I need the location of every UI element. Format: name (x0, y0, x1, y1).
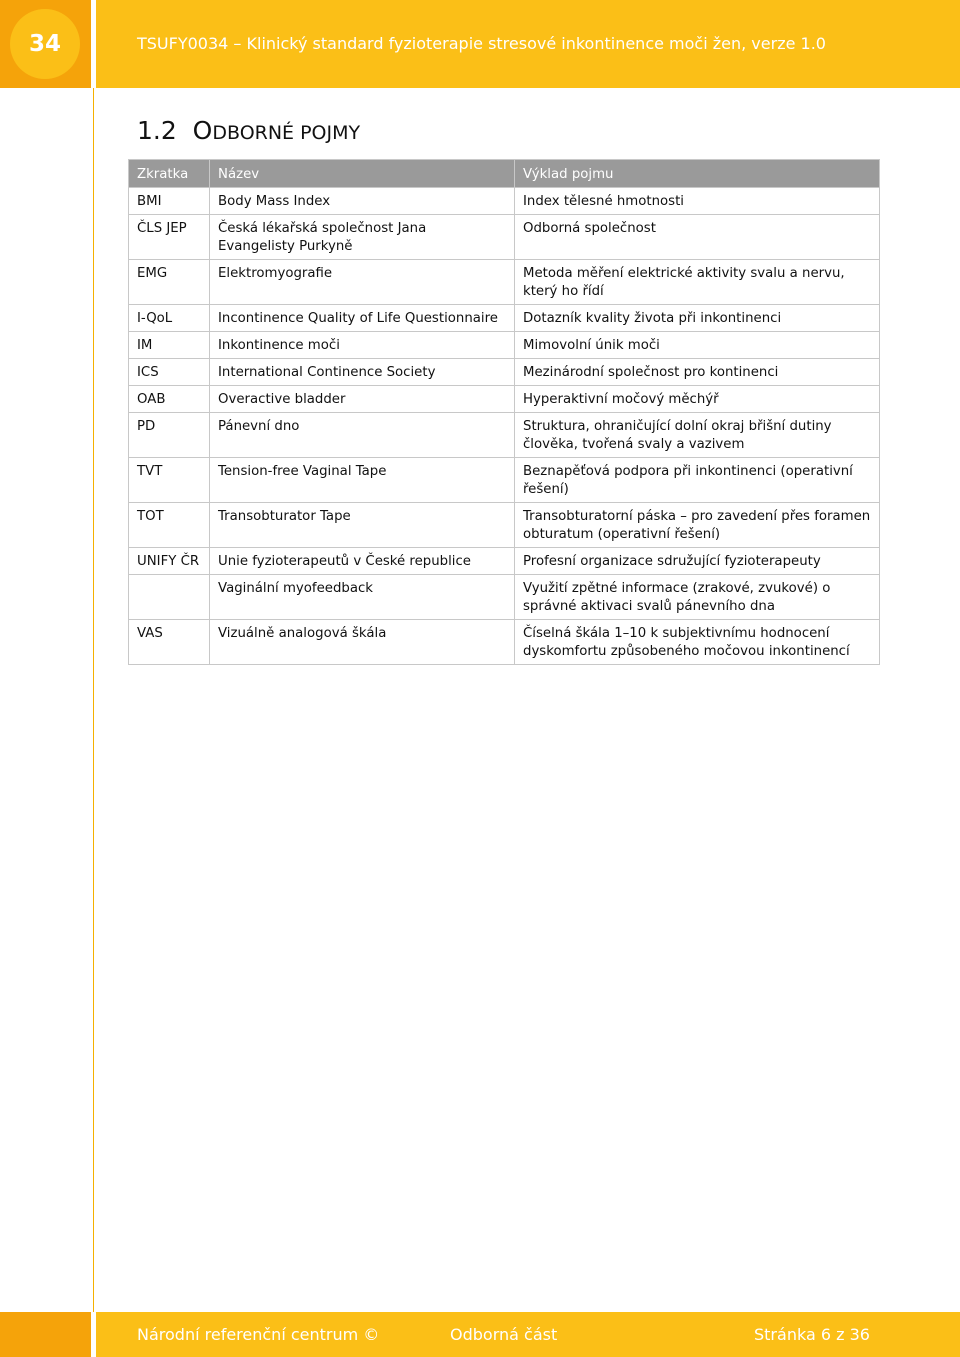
cell-name: Tension-free Vaginal Tape (210, 458, 515, 503)
cell-explanation: Index tělesné hmotnosti (515, 188, 880, 215)
cell-abbreviation: ICS (129, 359, 210, 386)
header-bar (96, 0, 960, 88)
table-row (129, 413, 880, 458)
table-row (129, 548, 880, 575)
column-header-explanation: Výklad pojmu (515, 160, 880, 188)
cell-name: Overactive bladder (210, 386, 515, 413)
table-row (129, 215, 880, 260)
page-number: 34 (10, 9, 80, 79)
table-row (129, 359, 880, 386)
cell-explanation: Odborná společnost (515, 215, 880, 260)
cell-name: Unie fyzioterapeutů v České republice (210, 548, 515, 575)
cell-abbreviation: BMI (129, 188, 210, 215)
footer-organization: Národní referenční centrum © (137, 1325, 380, 1344)
column-header-abbreviation: Zkratka (129, 160, 210, 188)
table-row (129, 503, 880, 548)
cell-explanation: Metoda měření elektrické aktivity svalu a nervu, který ho řídí (515, 260, 880, 305)
section-title-initial: O (192, 116, 213, 145)
table-row (129, 305, 880, 332)
cell-abbreviation: TOT (129, 503, 210, 548)
table-row (129, 575, 880, 620)
page-number-block (0, 0, 91, 88)
column-header-name: Název (210, 160, 515, 188)
table-header-row (129, 160, 880, 188)
cell-explanation: Struktura, ohraničující dolní okraj břišní dutiny člověka, tvořená svaly a vazivem (515, 413, 880, 458)
cell-abbreviation: PD (129, 413, 210, 458)
cell-explanation: Hyperaktivní močový měchýř (515, 386, 880, 413)
cell-explanation: Transobturatorní páska – pro zavedení přes foramen obturatum (operativní řešení) (515, 503, 880, 548)
cell-name: Body Mass Index (210, 188, 515, 215)
cell-abbreviation: VAS (129, 620, 210, 665)
section-heading (137, 116, 360, 145)
cell-name: Česká lékařská společnost Jana Evangelisty Purkyně (210, 215, 515, 260)
document-title: TSUFY0034 – Klinický standard fyzioterapie stresové inkontinence moči žen, verze 1.0 (137, 34, 826, 53)
footer-accent-block (0, 1312, 91, 1357)
cell-abbreviation: IM (129, 332, 210, 359)
cell-abbreviation: UNIFY ČR (129, 548, 210, 575)
cell-explanation: Dotazník kvality života při inkontinenci (515, 305, 880, 332)
cell-name: Transobturator Tape (210, 503, 515, 548)
cell-name: Incontinence Quality of Life Questionnaire (210, 305, 515, 332)
cell-abbreviation: ČLS JEP (129, 215, 210, 260)
cell-explanation: Číselná škála 1–10 k subjektivnímu hodnocení dyskomfortu způsobeného močovou inkontinencí (515, 620, 880, 665)
margin-rule (93, 88, 94, 1312)
cell-abbreviation: TVT (129, 458, 210, 503)
cell-abbreviation: OAB (129, 386, 210, 413)
cell-name: Vaginální myofeedback (210, 575, 515, 620)
cell-explanation: Profesní organizace sdružující fyzioterapeuty (515, 548, 880, 575)
cell-abbreviation: EMG (129, 260, 210, 305)
cell-abbreviation: I-QoL (129, 305, 210, 332)
table-row (129, 260, 880, 305)
table-row (129, 188, 880, 215)
cell-abbreviation (129, 575, 210, 620)
cell-explanation: Mimovolní únik moči (515, 332, 880, 359)
cell-name: Elektromyografie (210, 260, 515, 305)
section-title-rest: DBORNÉ POJMY (212, 122, 361, 144)
cell-explanation: Mezinárodní společnost pro kontinenci (515, 359, 880, 386)
table-row (129, 386, 880, 413)
footer-page-indicator: Stránka 6 z 36 (754, 1325, 870, 1344)
cell-explanation: Využití zpětné informace (zrakové, zvukové) o správné aktivaci svalů pánevního dna (515, 575, 880, 620)
cell-name: Vizuálně analogová škála (210, 620, 515, 665)
footer-bar (96, 1312, 960, 1357)
table-row (129, 458, 880, 503)
table-row (129, 620, 880, 665)
section-number: 1.2 (137, 116, 177, 145)
cell-name: Inkontinence moči (210, 332, 515, 359)
cell-name: International Continence Society (210, 359, 515, 386)
cell-name: Pánevní dno (210, 413, 515, 458)
footer-section: Odborná část (450, 1325, 558, 1344)
table-row (129, 332, 880, 359)
terms-table (128, 159, 880, 665)
cell-explanation: Beznapěťová podpora při inkontinenci (operativní řešení) (515, 458, 880, 503)
